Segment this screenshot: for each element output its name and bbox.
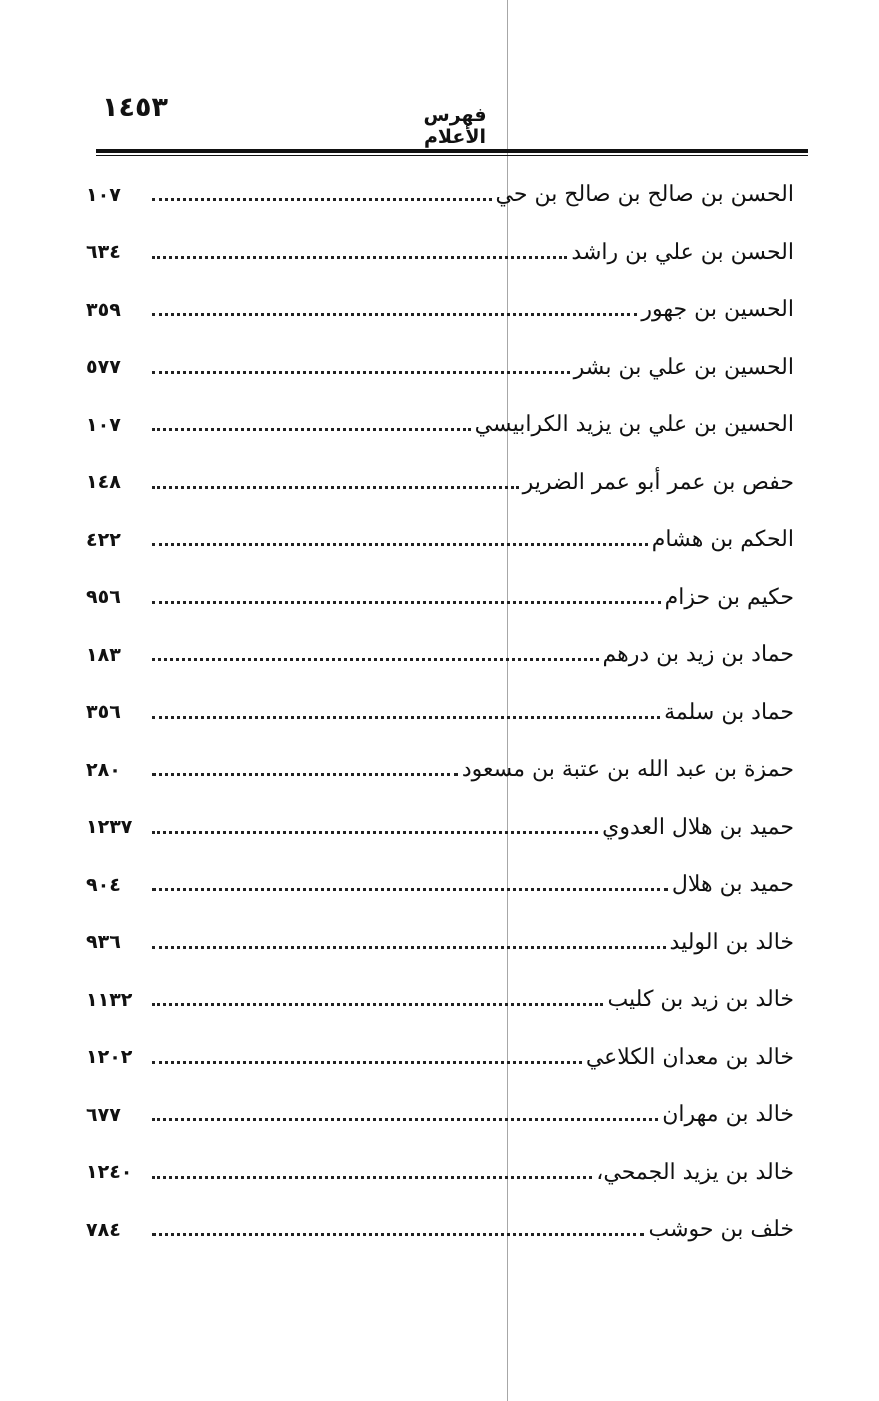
index-entry <box>86 971 806 1029</box>
index-entry <box>86 1086 806 1144</box>
dot-leader <box>152 543 648 546</box>
entry-name: خالد بن زيد بن كليب <box>607 987 794 1013</box>
entry-page-number: ١٢٤٠ <box>86 1161 133 1184</box>
index-entries-list <box>86 166 806 1259</box>
index-entry <box>86 856 806 914</box>
entry-name: حميد بن هلال العدوي <box>602 814 794 840</box>
dot-leader <box>152 371 570 374</box>
entry-name: الحسين بن جهور <box>641 297 794 323</box>
entry-page-number: ١٢٣٧ <box>86 816 133 839</box>
dot-leader <box>152 888 668 891</box>
index-entry <box>86 511 806 569</box>
entry-name: الحسن بن علي بن راشد <box>571 239 794 265</box>
entry-page-number: ٣٥٩ <box>86 298 121 321</box>
index-entry <box>86 684 806 742</box>
dot-leader <box>152 486 519 489</box>
entry-name: حكيم بن حزام <box>664 584 794 610</box>
entry-page-number: ١٠٧ <box>86 183 121 206</box>
entry-name: حميد بن هلال <box>671 872 794 898</box>
page-header <box>96 92 808 148</box>
entry-name: الحسن بن صالح بن صالح بن حي <box>495 182 794 208</box>
index-entry <box>86 741 806 799</box>
entry-page-number: ٣٥٦ <box>86 701 121 724</box>
dot-leader <box>152 831 598 834</box>
index-entry <box>86 799 806 857</box>
index-entry <box>86 166 806 224</box>
dot-leader <box>152 1176 592 1179</box>
index-entry <box>86 1029 806 1087</box>
entry-page-number: ١٤٨ <box>86 471 121 494</box>
index-entry <box>86 224 806 282</box>
dot-leader <box>152 198 492 201</box>
entry-name: خالد بن يزيد الجمحي، <box>596 1159 794 1185</box>
entry-page-number: ٩٣٦ <box>86 931 121 954</box>
index-entry <box>86 914 806 972</box>
index-entry <box>86 1201 806 1259</box>
entry-name: الحكم بن هشام <box>651 527 794 553</box>
entry-name: حفص بن عمر أبو عمر الضرير <box>522 469 794 495</box>
dot-leader <box>152 1003 603 1006</box>
dot-leader <box>152 716 660 719</box>
entry-page-number: ١٠٧ <box>86 413 121 436</box>
dot-leader <box>152 1061 582 1064</box>
entry-name: خالد بن مهران <box>662 1102 794 1128</box>
entry-name: حماد بن زيد بن درهم <box>602 642 794 668</box>
page-number: ١٤٥٣ <box>102 92 168 123</box>
dot-leader <box>152 313 637 316</box>
entry-name: الحسين بن علي بن بشر <box>573 354 794 380</box>
entry-page-number: ٩٥٦ <box>86 586 121 609</box>
index-entry <box>86 281 806 339</box>
index-entry <box>86 339 806 397</box>
entry-page-number: ١٨٣ <box>86 643 121 666</box>
entry-name: خالد بن الوليد <box>669 929 794 955</box>
index-entry <box>86 569 806 627</box>
index-entry <box>86 396 806 454</box>
entry-page-number: ٤٢٢ <box>86 528 121 551</box>
dot-leader <box>152 1118 658 1121</box>
entry-page-number: ١١٣٢ <box>86 988 133 1011</box>
entry-name: خلف بن حوشب <box>648 1217 794 1243</box>
index-entry <box>86 1144 806 1202</box>
index-entry <box>86 454 806 512</box>
dot-leader <box>152 658 599 661</box>
header-rule-thin <box>96 155 808 156</box>
entry-name: حمزة بن عبد الله بن عتبة بن مسعود <box>461 757 794 783</box>
running-title: فهرس الأعلام <box>423 104 487 148</box>
entry-name: الحسين بن علي بن يزيد الكرابيسي <box>474 412 794 438</box>
dot-leader <box>152 601 661 604</box>
dot-leader <box>152 428 471 431</box>
entry-page-number: ٧٨٤ <box>86 1218 121 1241</box>
entry-page-number: ٦٣٤ <box>86 241 121 264</box>
dot-leader <box>152 256 567 259</box>
dot-leader <box>152 1233 644 1236</box>
dot-leader <box>152 773 458 776</box>
index-entry <box>86 626 806 684</box>
entry-page-number: ٥٧٧ <box>86 356 121 379</box>
entry-page-number: ٩٠٤ <box>86 873 121 896</box>
entry-name: حماد بن سلمة <box>664 699 794 725</box>
entry-page-number: ٢٨٠ <box>86 758 121 781</box>
entry-name: خالد بن معدان الكلاعي <box>585 1044 794 1070</box>
entry-page-number: ٦٧٧ <box>86 1103 121 1126</box>
header-rule-thick <box>96 149 808 153</box>
entry-page-number: ١٢٠٢ <box>86 1046 133 1069</box>
dot-leader <box>152 946 666 949</box>
